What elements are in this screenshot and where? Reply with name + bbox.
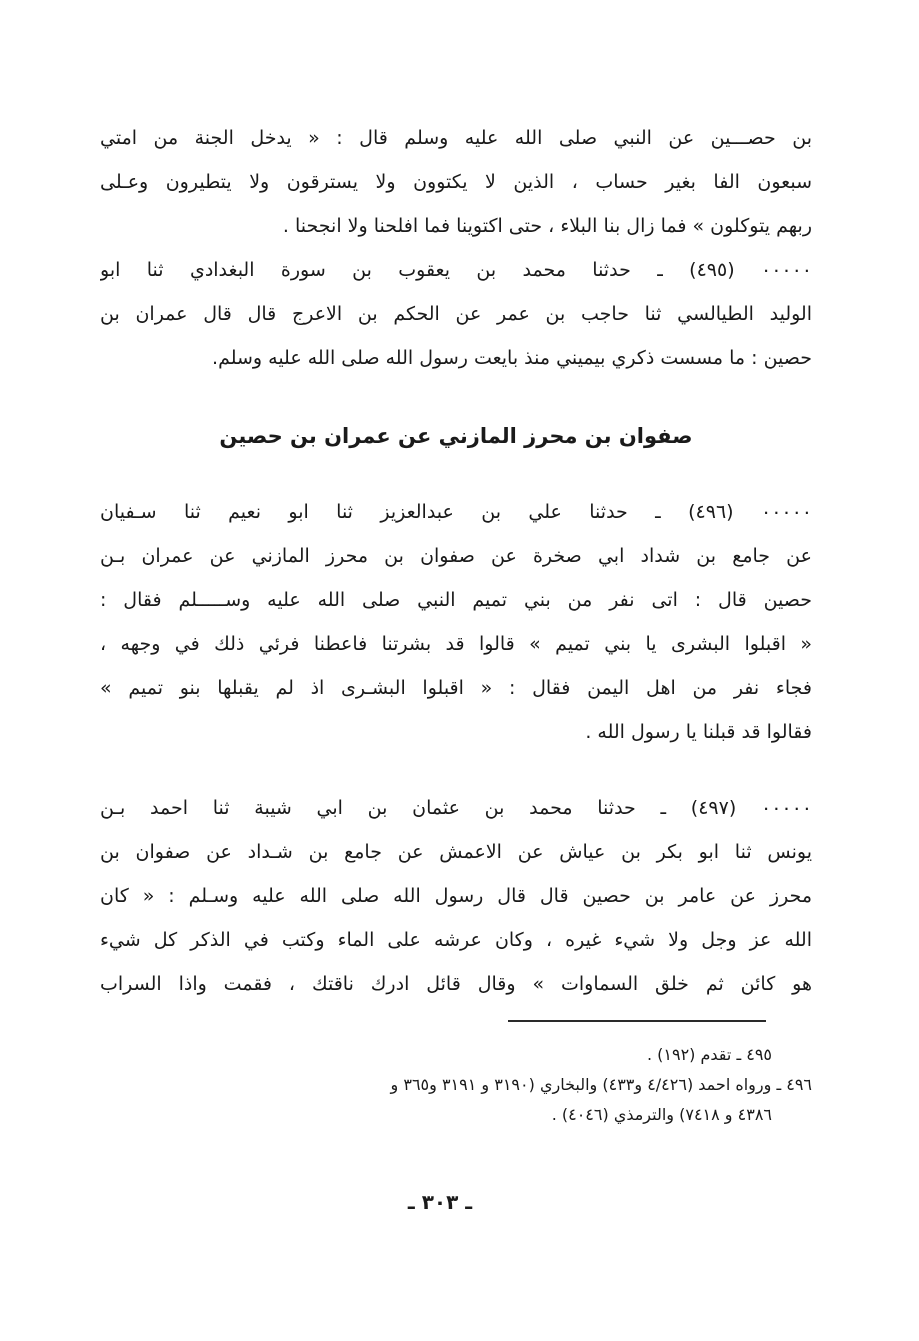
text-line: محرز عن عامر بن حصين قال قال رسول الله صلى الله عليه وسـلم : « كان (100, 885, 812, 907)
section-heading: صفوان بن محرز المازني عن عمران بن حصين (219, 424, 693, 448)
text-line: يونس ثنا ابو بكر بن عياش عن الاعمش عن جامع بن شـداد عن صفوان بن (100, 841, 812, 863)
text-line: سبعون الفا بغير حساب ، الذين لا يكتوون ولا يسترقون ولا يتطيرون وعـلى (100, 171, 812, 193)
text-line: الله عز وجل ولا شيء غيره ، وكان عرشه على الماء وكتب في الذكر كل شيء (100, 929, 812, 951)
text-line: هو كائن ثم خلق السماوات » وقال قائل ادرك ناقتك ، فقمت واذا السراب (100, 973, 812, 995)
paragraph-hadith-continuation (100, 116, 812, 248)
footnote-divider (508, 1020, 766, 1022)
text-line: الوليد الطيالسي ثنا حاجب بن عمر عن الحكم بن الاعرج قال قال عمران بن (100, 303, 812, 325)
text-line: فقالوا قد قبلنا يا رسول الله . (585, 721, 812, 743)
text-line: حصين : ما مسست ذكري بيميني منذ بايعت رسول الله صلى الله عليه وسلم. (212, 347, 812, 369)
text-line: فجاء نفر من اهل اليمن فقال : « اقبلوا البشـرى اذ لم يقبلها بنو تميم » (100, 677, 812, 699)
text-line: ٠٠٠٠٠ (٤٩٦) ـ حدثنا علي بن عبدالعزيز ثنا ابو نعيم ثنا سـفيان (100, 501, 812, 523)
footnote-496-continued: ٤٣٨٦ و ٧٤١٨) والترمذي (٤٠٤٦) . (551, 1105, 772, 1124)
paragraph-hadith-495 (100, 248, 812, 380)
text-line: عن جامع بن شداد ابي صخرة عن صفوان بن محرز المازني عن عمران بـن (100, 545, 812, 567)
text-line: ٠٠٠٠٠ (٤٩٥) ـ حدثنا محمد بن يعقوب بن سورة البغدادي ثنا ابو (100, 259, 812, 281)
page-number: ـ ٣٠٣ ـ (407, 1190, 473, 1214)
text-line: ٠٠٠٠٠ (٤٩٧) ـ حدثنا محمد بن عثمان بن ابي شيبة ثنا احمد بـن (100, 797, 812, 819)
text-line: بن حصـــين عن النبي صلى الله عليه وسلم قال : « يدخل الجنة من امتي (100, 127, 812, 149)
paragraph-hadith-496 (100, 490, 812, 754)
footnote-496: ٤٩٦ ـ ورواه احمد (٤/٤٢٦ و٤٣٣) والبخاري (٣١٩٠ و ٣١٩١ و٣٦٥ و (390, 1075, 812, 1094)
footnotes (100, 1040, 812, 1130)
paragraph-hadith-497 (100, 786, 812, 1006)
text-line: ربهم يتوكلون » فما زال بنا البلاء ، حتى اكتوينا فما افلحنا ولا انجحنا . (282, 215, 812, 237)
footnote-495: ٤٩٥ ـ تقدم (١٩٢) . (646, 1045, 772, 1064)
text-line: حصين قال : اتى نفر من بني تميم النبي صلى الله عليه وســـــلم فقال : (100, 589, 812, 611)
text-line: « اقبلوا البشرى يا بني تميم » قالوا قد بشرتنا فاعطنا فرئي ذلك في وجهه ، (100, 633, 812, 655)
